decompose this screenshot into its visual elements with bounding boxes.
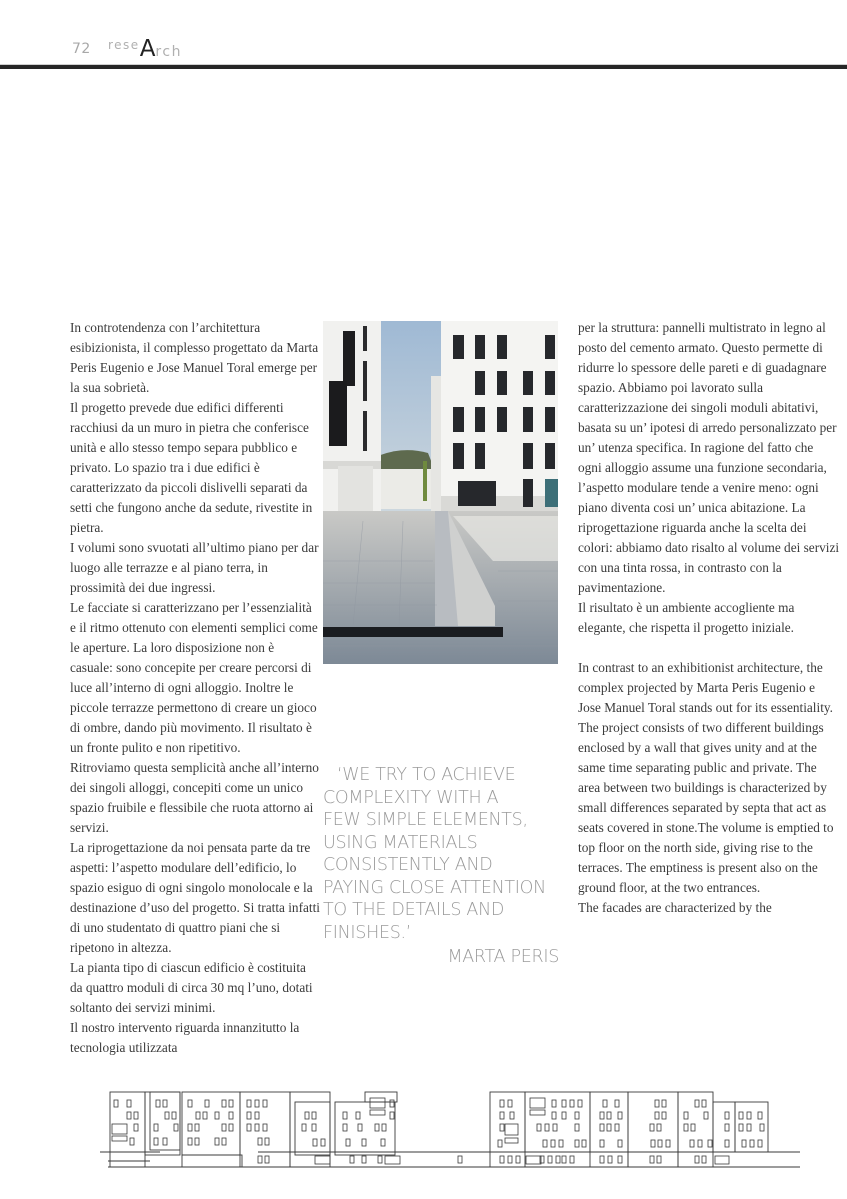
page-number: 72 (72, 41, 91, 57)
quote-author: MARTA PERIS (447, 947, 559, 967)
quote-line: FINISHES.’ (323, 922, 412, 943)
paragraph: The project consists of two different buildings enclosed by a wall that gives unity and at the same time separating public and private. The area between two buildings is characterized by small differences separated by septa that act as seats covered in stone.The volume is emptied to top floor on the north side, giving rise to the terraces. The emptiness is present also on the ground floor, at the two entrances. (578, 720, 834, 895)
magazine-logo (108, 36, 182, 62)
logo-prefix: rese (108, 38, 140, 52)
paragraph: Ritroviamo questa semplicità anche all’interno dei singoli alloggi, concepiti come un unico spazio fruibile e flessibile che ruota attorno ai servizi. (70, 760, 319, 835)
paragraph: Il risultato è un ambiente accogliente ma elegante, che rispetta il progetto iniziale. (578, 600, 795, 635)
paragraph: Le facciate si caratterizzano per l’essenzialità e il ritmo ottenuto con elementi semplici come le aperture. La loro disposizione non è casuale: sono concepite per creare percorsi di luce all’interno di ogni alloggio. Inoltre le piccole terrazze permettono di creare un gioco di ombre, dando più movimento. Il risultato è un fronte pulito e non ripetitivo. (70, 600, 318, 755)
paragraph: In contrast to an exhibitionist architecture, the complex projected by Marta Peris Eugenio e Jose Manuel Toral stands out for its essentiality. (578, 660, 833, 715)
paragraph: I volumi sono svuotati all’ultimo piano per dar luogo alle terrazze e al piano terra, in prossimità dei due ingressi. (70, 540, 319, 595)
right-text-column (578, 318, 840, 918)
left-text-column (70, 318, 320, 1058)
logo-suffix: rch (155, 44, 182, 60)
header-rule (0, 64, 847, 69)
paragraph: La riprogettazione da noi pensata parte da tre aspetti: l’aspetto modulare dell’edificio, lo spazio esiguo di ogni singolo monolocale e la destinazione d’uso del progetto. Si tratta infatti di uno studentato di quattro piani che si ripetono in altezza. (70, 840, 320, 955)
paragraph: Il nostro intervento riguarda innanzitutto la tecnologia utilizzata (70, 1020, 300, 1055)
quote-line: COMPLEXITY WITH A (323, 787, 499, 808)
building-photo (323, 321, 558, 664)
paragraph: La pianta tipo di ciascun edificio è costituita da quattro moduli di circa 30 mq l’uno, dotati soltanto dei servizi minimi. (70, 960, 313, 1015)
logo-capital: A (139, 36, 156, 62)
paragraph: The facades are characterized by the (578, 900, 772, 915)
quote-line: ‘WE TRY TO ACHIEVE (337, 765, 516, 785)
paragraph: In controtendenza con l’architettura esibizionista, il complesso progettato da Marta Peris Eugenio e Jose Manuel Toral emerge per la sua sobrietà. (70, 320, 319, 395)
quote-line: PAYING CLOSE ATTENTION (323, 877, 546, 898)
paragraph-spacer (578, 638, 840, 658)
page-header (0, 0, 847, 70)
quote-line: TO THE DETAILS AND (323, 900, 505, 920)
quote-line: CONSISTENTLY AND (323, 855, 493, 875)
facade-elevation-drawing (100, 1080, 800, 1175)
quote-line: USING MATERIALS (323, 832, 478, 853)
pull-quote (323, 764, 563, 969)
paragraph: per la struttura: pannelli multistrato in legno al posto del cemento armato. Questo permette di ridurre lo spessore delle pareti e di guadagnare spazio. Abbiamo poi lavorato sulla caratterizzazione dei singoli moduli abitativi, basata su un’ ipotesi di arredo personalizzato per un’ utenza specifica. In ragione del fatto che ogni alloggio assume una funzione secondaria, l’aspetto modulare tende a venire meno: ogni piano diventa cosi un’ unica abitazione. La riprogettazione riguarda anche la scelta dei colori: abbiamo dato risalto al volume dei servizi con una tinta rossa, in contrasto con la pavimentazione. (578, 320, 840, 595)
quote-line: FEW SIMPLE ELEMENTS, (323, 810, 528, 830)
paragraph: Il progetto prevede due edifici differenti racchiusi da un muro in pietra che conferisce unità e allo stesso tempo separa pubblico e privato. Lo spazio tra i due edifici è caratterizzato da piccoli dislivelli separati da setti che fungono anche da sedute, rivestite in pietra. (70, 400, 313, 535)
